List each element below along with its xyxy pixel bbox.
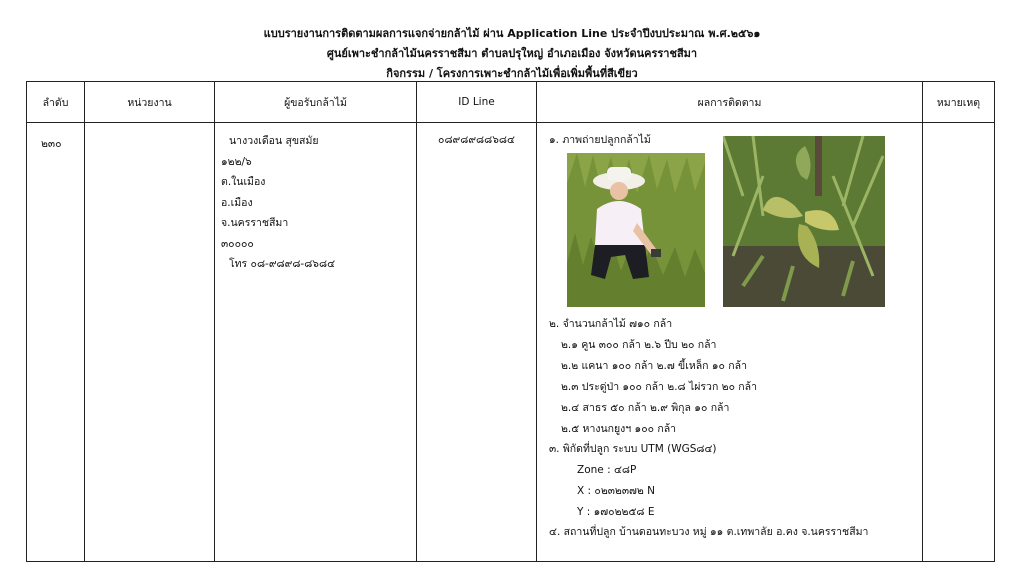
table-row [27, 123, 995, 562]
cell-seq: ๒๓๐ [27, 123, 85, 562]
utm-zone: Zone : ๔๘P [577, 464, 637, 476]
recipient-province: จ.นครราชสีมา [221, 217, 289, 229]
recipient-name: นางวงเดือน สุขสมัย [229, 135, 319, 147]
seedling-species-line: ๒.๒ แคนา ๑๐๐ กล้า ๒.๗ ขี้เหล็ก ๑๐ กล้า [561, 360, 747, 372]
col-header-id-line: ID Line [417, 82, 537, 123]
recipient-subdistrict: ต.ในเมือง [221, 176, 266, 188]
col-header-seq: ลำดับ [27, 82, 85, 123]
report-table [26, 81, 995, 562]
cell-id-line: ๐๘๙๘๙๘๘๖๘๔ [417, 123, 537, 562]
cell-note [923, 123, 995, 562]
result-item-coordinates: ๓. พิกัดที่ปลูก ระบบ UTM (WGS๘๔) [549, 443, 717, 455]
planting-photo-person [567, 153, 705, 307]
result-item-seedling-count: ๒. จำนวนกล้าไม้ ๗๑๐ กล้า [549, 318, 673, 330]
cell-result [537, 123, 923, 562]
report-title: แบบรายงานการติดตามผลการแจกจ่ายกล้าไม้ ผ่าน Application Line ประจำปีงบประมาณ พ.ศ.๒๕๖๑ [263, 27, 761, 40]
seedling-species-line: ๒.๑ คูน ๓๐๐ กล้า ๒.๖ ปีบ ๒๐ กล้า [561, 339, 717, 351]
result-item-photo: ๑. ภาพถ่ายปลูกกล้าไม้ [549, 134, 651, 146]
recipient-phone: โทร ๐๘-๙๘๙๘-๘๖๘๔ [229, 258, 336, 270]
activity-name: กิจกรรม / โครงการเพาะชำกล้าไม้เพื่อเพิ่มพื้นที่สีเขียว [386, 67, 638, 80]
col-header-recipient: ผู้ขอรับกล้าไม้ [215, 82, 417, 123]
col-header-agency: หน่วยงาน [85, 82, 215, 123]
seedling-species-line: ๒.๔ สาธร ๕๐ กล้า ๒.๙ พิกุล ๑๐ กล้า [561, 402, 730, 414]
planting-photo-seedling [723, 136, 885, 307]
col-header-note: หมายเหตุ [923, 82, 995, 123]
table-header-row [27, 82, 995, 123]
utm-y: Y : ๑๗๐๒๒๕๘ E [577, 506, 655, 518]
result-item-location: ๔. สถานที่ปลูก บ้านดอนทะบวง หมู่ ๑๑ ต.เทพาลัย อ.คง จ.นครราชสีมา [549, 526, 869, 538]
center-name: ศูนย์เพาะชำกล้าไม้นครราชสีมา ตำบลปรุใหญ่ อำเภอเมือง จังหวัดนครราชสีมา [326, 47, 698, 60]
recipient-postcode: ๓๐๐๐๐ [221, 237, 254, 250]
utm-x: X : ๐๒๓๒๓๗๒ N [577, 485, 656, 497]
cell-recipient [215, 123, 417, 562]
recipient-district: อ.เมือง [221, 196, 253, 209]
seedling-species-line: ๒.๓ ประดู่ป่า ๑๐๐ กล้า ๒.๘ ไผ่รวก ๒๐ กล้า [561, 381, 757, 393]
col-header-result: ผลการติดตาม [537, 82, 923, 123]
cell-agency [85, 123, 215, 562]
seedling-species-line: ๒.๕ หางนกยูงฯ ๑๐๐ กล้า [561, 423, 677, 435]
recipient-house-no: ๑๒๒/๖ [221, 155, 252, 168]
